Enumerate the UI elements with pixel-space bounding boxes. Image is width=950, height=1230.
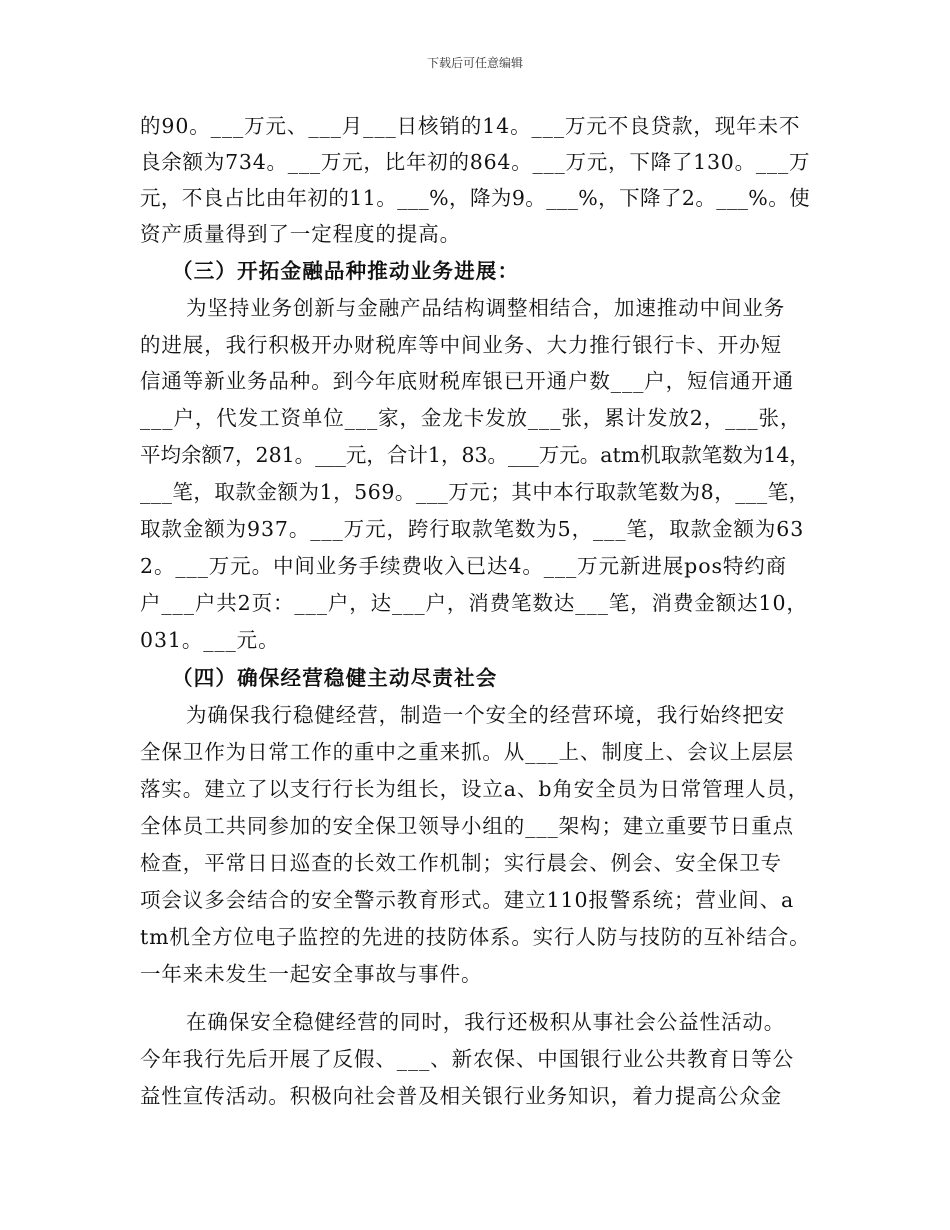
text-line: 平均余额7，281。___元，合计1，83。___万元。atm机取款笔数为14， bbox=[140, 443, 810, 467]
text-line: 的进展，我行积极开办财税库等中间业务、大力推行银行卡、开办短 bbox=[140, 333, 782, 357]
text-line: ___户，代发工资单位___家，金龙卡发放___张，累计发放2，___张， bbox=[140, 406, 802, 430]
text-line: 益性宣传活动。积极向社会普及相关银行业务知识，着力提高公众金 bbox=[140, 1084, 782, 1108]
text-line: 检查，平常日日巡查的长效工作机制；实行晨会、例会、安全保卫专 bbox=[140, 851, 782, 875]
text-line: 元，不良占比由年初的11。___%，降为9。___%，下降了2。___%。使 bbox=[140, 186, 811, 210]
text-line: 落实。建立了以支行行长为组长，设立a、b角安全员为日常管理人员， bbox=[140, 777, 810, 801]
text-line: 项会议多会结合的安全警示教育形式。建立110报警系统；营业间、a bbox=[140, 888, 795, 912]
paragraph-first-line: 为坚持业务创新与金融产品结构调整相结合，加速推动中间业务 bbox=[186, 296, 786, 320]
text-line: 户___户共2页：___户，达___户，消费笔数达___笔，消费金额达10， bbox=[140, 591, 808, 615]
text-line: 良余额为734。___万元，比年初的864。___万元，下降了130。___万 bbox=[140, 150, 811, 174]
text-line: 全体员工共同参加的安全保卫领导小组的___架构；建立重要节日重点 bbox=[140, 814, 795, 838]
text-line: 资产质量得到了一定程度的提高。 bbox=[140, 222, 461, 246]
text-line: 一年来未发生一起安全事故与事件。 bbox=[140, 962, 483, 986]
text-line: 取款金额为937。___万元，跨行取款笔数为5，___笔，取款金额为63 bbox=[140, 517, 805, 541]
text-line: tm机全方位电子监控的先进的技防体系。实行人防与技防的互补结合。 bbox=[140, 925, 811, 949]
text-line: 今年我行先后开展了反假、___、新农保、中国银行业公共教育日等公 bbox=[140, 1047, 795, 1071]
text-line: 031。___元。 bbox=[140, 628, 280, 652]
section-heading-3: （三）开拓金融品种推动业务进展： bbox=[172, 259, 520, 283]
text-line: ___笔，取款金额为1，569。___万元；其中本行取款笔数为8，___笔， bbox=[140, 480, 810, 504]
text-line: 信通等新业务品种。到今年底财税库银已开通户数___户，短信通开通 bbox=[140, 369, 795, 393]
paragraph-first-line: 为确保我行稳健经营，制造一个安全的经营环境，我行始终把安 bbox=[186, 703, 786, 727]
text-line: 的90。___万元、___月___日核销的14。___万元不良贷款，现年未不 bbox=[140, 114, 801, 138]
page-header: 下载后可任意编辑 bbox=[426, 56, 523, 70]
text-line: 2。___万元。中间业务手续费收入已达4。___万元新进展pos特约商 bbox=[140, 554, 788, 578]
paragraph-first-line: 在确保安全稳健经营的同时，我行还极积从事社会公益性活动。 bbox=[186, 1010, 786, 1034]
text-line: 全保卫作为日常工作的重中之重来抓。从___上、制度上、会议上层层 bbox=[140, 740, 795, 764]
section-heading-4: （四）确保经营稳健主动尽责社会 bbox=[172, 666, 498, 690]
